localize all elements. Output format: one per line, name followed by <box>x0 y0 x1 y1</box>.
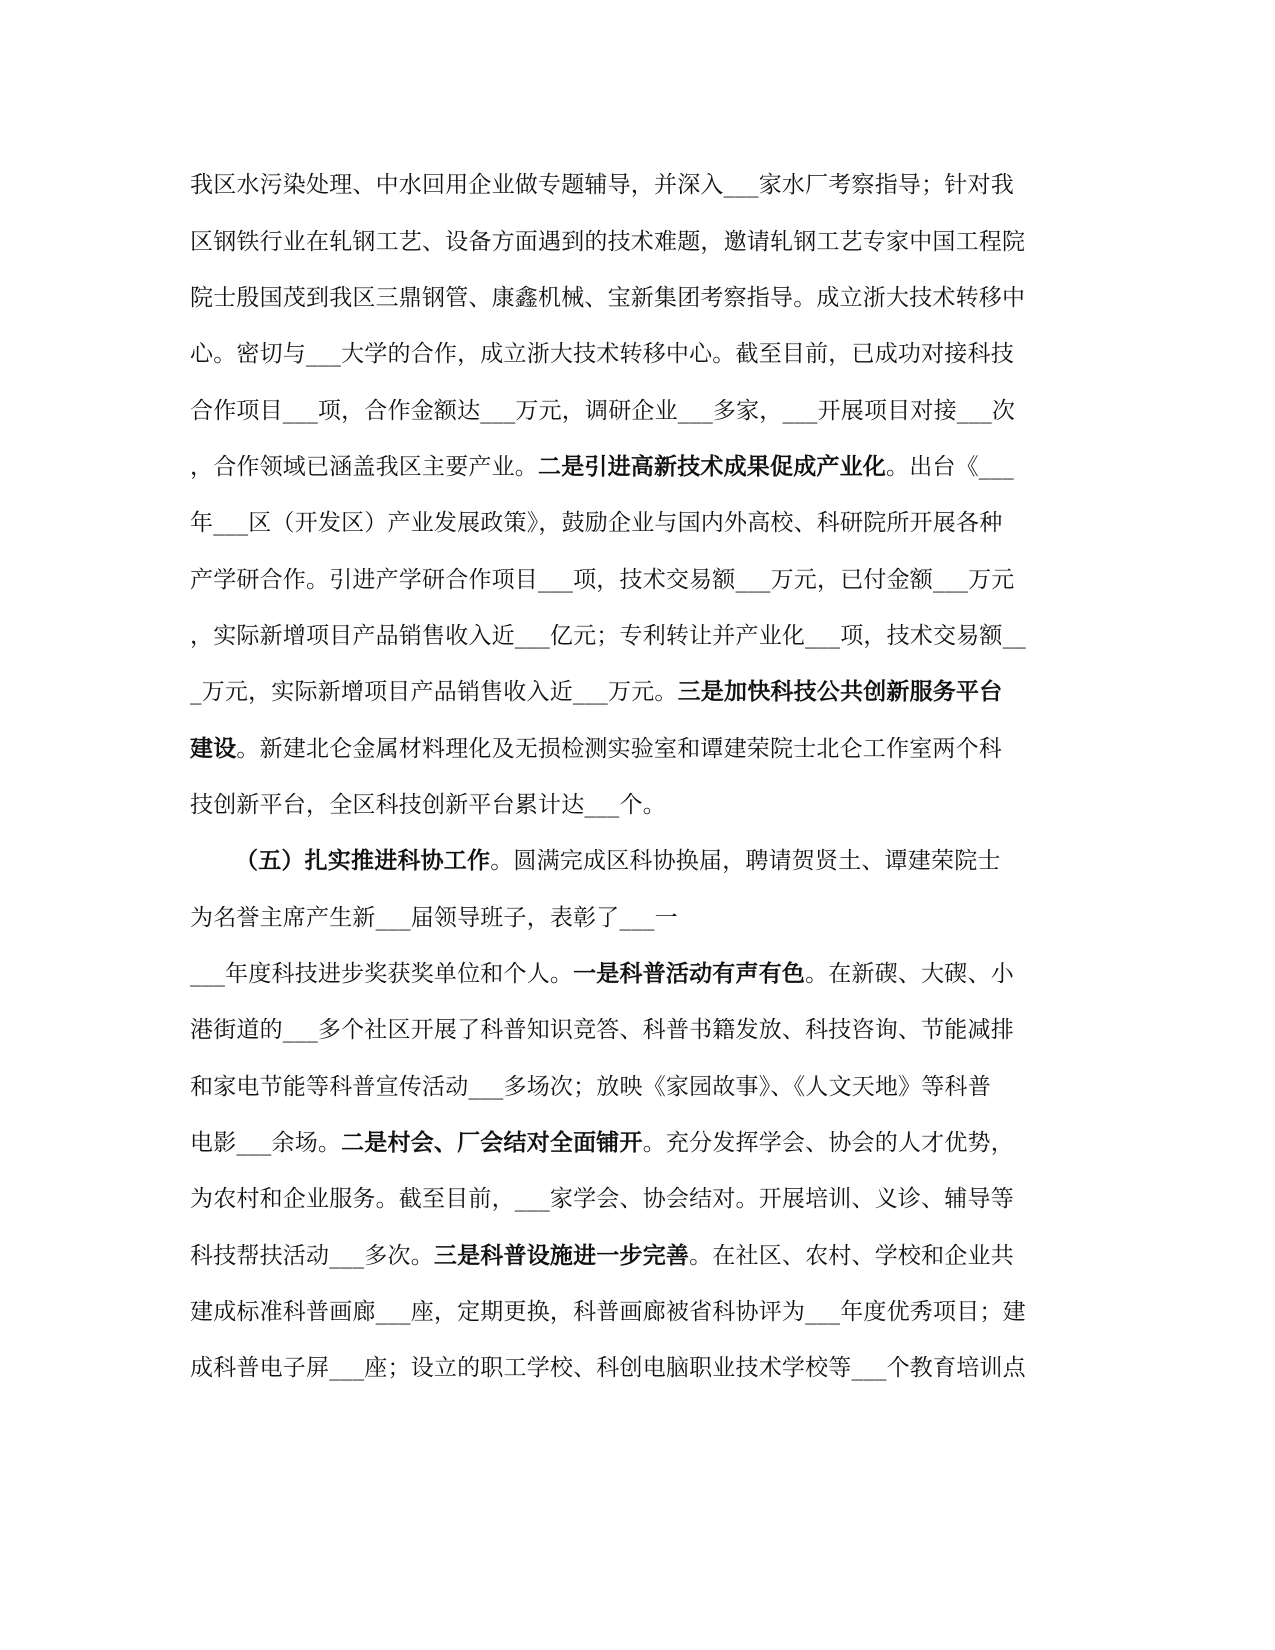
bold-heading-text: 一是科普活动有声有色 <box>573 960 806 987</box>
text-line <box>235 846 1001 876</box>
paragraph-text: 和家电节能等科普宣传活动___多场次；放映《家园故事》、《人文天地》等科普 <box>190 1074 991 1100</box>
paragraph-text: 建成标准科普画廊___座，定期更换，科普画廊被省科协评为___年度优秀项目；建 <box>190 1299 1026 1325</box>
paragraph-text: 成科普电子屏___座；设立的职工学校、科创电脑职业技术学校等___个教育培训点 <box>190 1355 1026 1381</box>
paragraph-text: _万元，实际新增项目产品销售收入近___万元。 <box>190 679 678 705</box>
text-line <box>190 903 678 933</box>
paragraph-text: 我区水污染处理、中水回用企业做专题辅导，并深入___家水厂考察指导；针对我 <box>190 172 1014 198</box>
bold-heading-text: 三是科普设施进一步完善 <box>433 1242 690 1269</box>
paragraph-text: 。在社区、农村、学校和企业共 <box>689 1243 1014 1269</box>
paragraph-text: 。充分发挥学会、协会的人才优势， <box>642 1130 1014 1156</box>
paragraph-text: ，实际新增项目产品销售收入近___亿元；专利转让并产业化___项，技术交易额__ <box>190 623 1026 649</box>
bold-heading-text: 三是加快科技公共创新服务平台 <box>677 678 1003 705</box>
paragraph-text: 产学研合作。引进产学研合作项目___项，技术交易额___万元，已付金额___万元 <box>190 567 1015 593</box>
text-line <box>190 565 1015 595</box>
text-line <box>190 508 1002 538</box>
paragraph-text: 电影___余场。 <box>190 1130 342 1156</box>
text-line <box>190 396 1015 426</box>
text-line <box>190 1128 1014 1158</box>
text-line <box>190 1353 1026 1383</box>
paragraph-text: 院士殷国茂到我区三鼎钢管、康鑫机械、宝新集团考察指导。成立浙大技术转移中 <box>190 285 1026 311</box>
text-line <box>190 170 1014 200</box>
paragraph-text: 合作项目___项，合作金额达___万元，调研企业___多家，___开展项目对接___次 <box>190 398 1016 424</box>
paragraph-text: 为名誉主席产生新___届领导班子，表彰了___一 <box>190 905 678 931</box>
paragraph-text: ___年度科技进步奖获奖单位和个人。 <box>190 961 574 987</box>
text-line <box>190 677 1002 707</box>
text-line <box>190 452 1014 482</box>
bold-heading-text: 建设 <box>190 735 237 762</box>
paragraph-text: 科技帮扶活动___多次。 <box>190 1243 434 1269</box>
text-line <box>190 1072 991 1102</box>
text-line <box>190 959 1014 989</box>
text-line <box>190 1241 1014 1271</box>
paragraph-text: 。圆满完成区科协换届，聘请贺贤土、谭建荣院士 <box>490 848 1001 874</box>
bold-heading-text: （五）扎实推进科协工作 <box>235 847 491 874</box>
paragraph-text: ，合作领域已涵盖我区主要产业。 <box>190 454 538 480</box>
paragraph-text: 。出台《___ <box>886 454 1014 480</box>
text-line <box>190 227 1025 257</box>
bold-heading-text: 二是村会、厂会结对全面铺开 <box>341 1129 643 1156</box>
text-line <box>190 1184 1014 1214</box>
paragraph-text: 区钢铁行业在轧钢工艺、设备方面遇到的技术难题，邀请轧钢工艺专家中国工程院 <box>190 229 1026 255</box>
text-line <box>190 621 1026 651</box>
paragraph-text: 技创新平台，全区科技创新平台累计达___个。 <box>190 792 666 818</box>
text-line <box>190 734 1002 764</box>
paragraph-text: 港街道的___多个社区开展了科普知识竞答、科普书籍发放、科技咨询、节能减排 <box>190 1017 1014 1043</box>
bold-heading-text: 二是引进高新技术成果促成产业化 <box>538 453 886 480</box>
text-line <box>190 790 666 820</box>
text-line <box>190 283 1025 313</box>
text-line <box>190 339 1014 369</box>
paragraph-text: 心。密切与___大学的合作，成立浙大技术转移中心。截至目前，已成功对接科技 <box>190 341 1014 367</box>
text-line <box>190 1297 1026 1327</box>
paragraph-text: 为农村和企业服务。截至目前，___家学会、协会结对。开展培训、义诊、辅导等 <box>190 1186 1014 1212</box>
paragraph-text: 。在新碶、大碶、小 <box>805 961 1014 987</box>
paragraph-text: 年___区（开发区）产业发展政策》，鼓励企业与国内外高校、科研院所开展各种 <box>190 510 1003 536</box>
text-line <box>190 1015 1014 1045</box>
paragraph-text: 。新建北仑金属材料理化及无损检测实验室和谭建荣院士北仑工作室两个科 <box>236 736 1003 762</box>
